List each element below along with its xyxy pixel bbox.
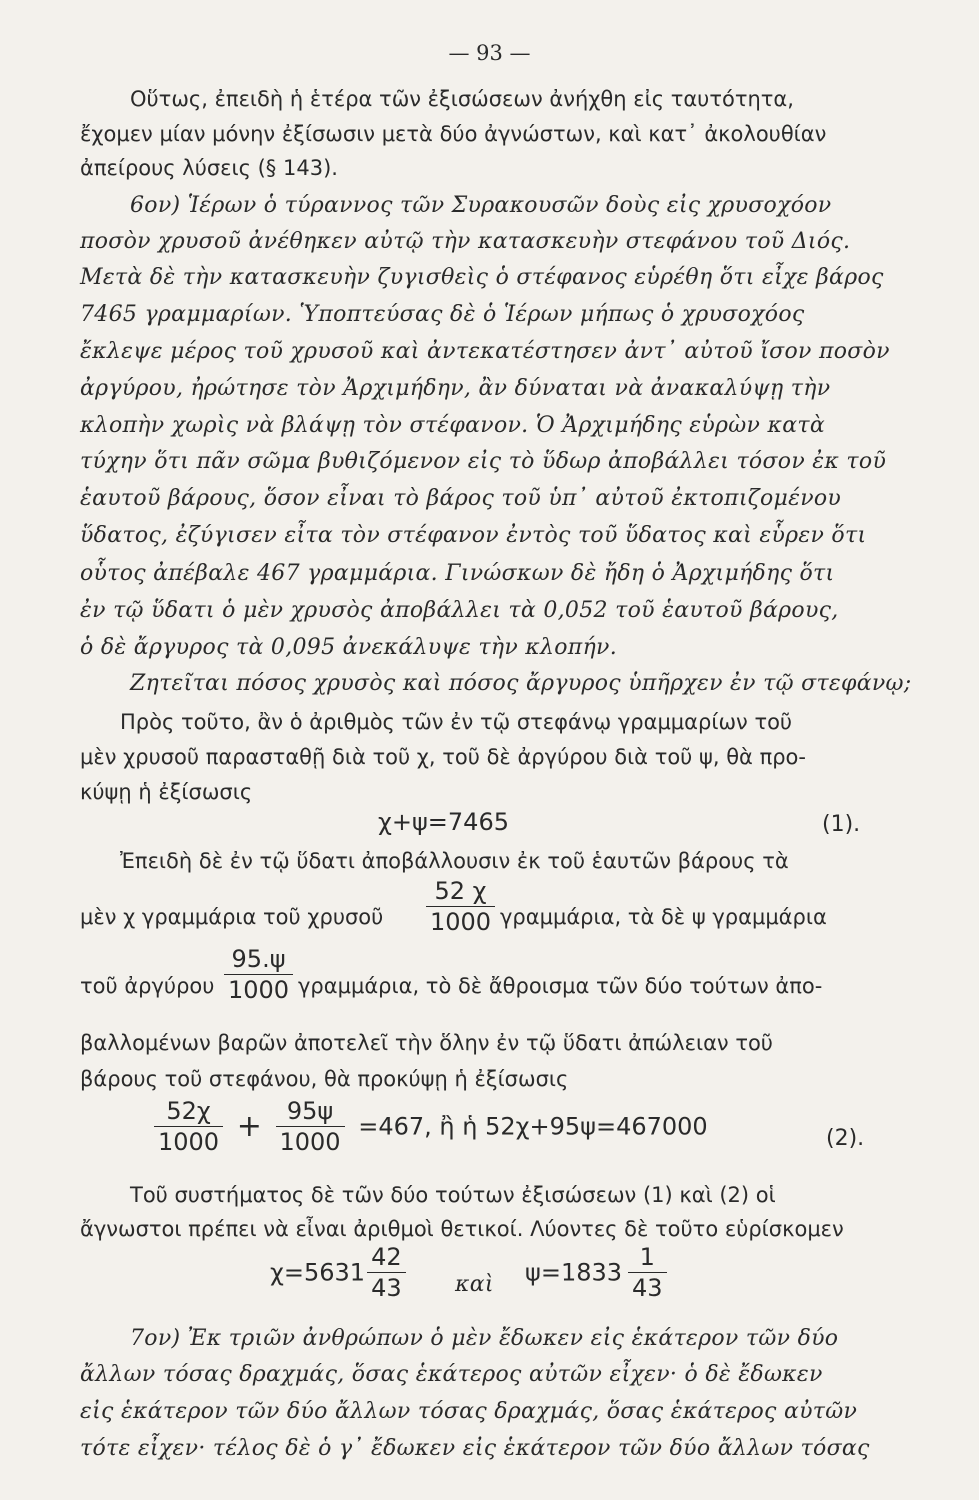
problem-6-line: ἑαυτοῦ βάρους, ὅσον εἶναι τὸ βάρος τοῦ ὑπ᾽ αὐτοῦ ἐκτοπιζομένου xyxy=(80,486,842,511)
problem-6-line: ὁ δὲ ἄργυρος τὰ 0,095 ἀνεκάλυψε τὴν κλοπήν. xyxy=(80,635,618,660)
problem-6-line: Μετὰ δὲ τὴν κατασκευὴν ζυγισθεὶς ὁ στέφανος εὑρέθη ὅτι εἶχε βάρος xyxy=(80,265,884,290)
problem-6-question: Ζητεῖται πόσος χρυσὸς καὶ πόσος ἄργυρος ὑπῆρχεν ἐν τῷ στεφάνῳ; xyxy=(130,671,912,696)
fraction-numerator: 1 xyxy=(628,1244,667,1273)
text-line: ἀπείρους λύσεις (§ 143). xyxy=(80,156,338,180)
problem-6-line: 7465 γραμμαρίων. Ὑποπτεύσας δὲ ὁ Ἱέρων μήπως ὁ χρυσοχόος xyxy=(80,302,805,327)
fraction-numerator: 95.ψ xyxy=(224,946,293,975)
fraction-numerator: 95ψ xyxy=(276,1098,345,1127)
equation-2 xyxy=(148,1098,708,1155)
problem-6-line: κλοπὴν χωρὶς νὰ βλάψῃ τὸν στέφανον. Ὁ Ἀρχιμήδης εὑρὼν κατὰ xyxy=(80,413,825,438)
problem-7-line: ἄλλων τόσας δραχμάς, ὅσας ἑκάτερος αὐτῶν εἶχεν· ὁ δὲ ἔδωκεν xyxy=(80,1362,823,1387)
text-line: ἔχομεν μίαν μόνην ἐξίσωσιν μετὰ δύο ἀγνώστων, καὶ κατ᾽ ἀκολουθίαν xyxy=(80,122,827,146)
fraction-numerator: 42 xyxy=(367,1244,406,1273)
text-line: Οὕτως, ἐπειδὴ ἡ ἑτέρα τῶν ἐξισώσεων ἀνήχθη εἰς ταυτότητα, xyxy=(130,87,794,111)
solution-line: βαλλομένων βαρῶν ἀποτελεῖ τὴν ὅλην ἐν τῷ ὕδατι ἀπώλειαν τοῦ xyxy=(80,1031,773,1055)
solution-line: μὲν χρυσοῦ παρασταθῇ διὰ τοῦ χ, τοῦ δὲ ἀργύρου διὰ τοῦ ψ, θὰ προ- xyxy=(80,745,806,769)
fraction-silver xyxy=(218,946,299,1003)
solution-line: γραμμάρια, τὸ δὲ ἄθροισμα τῶν δύο τούτων ἀπο- xyxy=(298,974,823,998)
solution-y xyxy=(525,1244,673,1301)
problem-6-line: ἀργύρου, ἠρώτησε τὸν Ἀρχιμήδην, ἂν δύναται νὰ ἀνακαλύψῃ τὴν xyxy=(80,376,831,401)
problem-7-line: τότε εἶχεν· τέλος δὲ ὁ γ᾽ ἔδωκεν εἰς ἑκάτερον τῶν δύο ἄλλων τόσας xyxy=(80,1436,870,1461)
solution-line: Τοῦ συστήματος δὲ τῶν δύο τούτων ἐξισώσεων (1) καὶ (2) οἱ xyxy=(130,1183,776,1207)
solution-y-value: ψ=1833 xyxy=(525,1258,623,1287)
solution-line: γραμμάρια, τὰ δὲ ψ γραμμάρια xyxy=(500,905,827,929)
problem-7-line: εἰς ἑκάτερον τῶν δύο ἄλλων τόσας δραχμάς, ὅσας ἑκάτερος αὐτῶν xyxy=(80,1399,858,1424)
plus-sign: + xyxy=(236,1109,262,1144)
problem-6-line: οὗτος ἀπέβαλε 467 γραμμάρια. Γινώσκων δὲ ἤδη ὁ Ἀρχιμήδης ὅτι xyxy=(80,561,835,586)
solution-line: ἄγνωστοι πρέπει νὰ εἶναι ἀριθμοὶ θετικοί. Λύοντες δὲ τοῦτο εὑρίσκομεν xyxy=(80,1217,844,1241)
fraction-denominator: 43 xyxy=(632,1274,663,1302)
solution-line: βάρους τοῦ στεφάνου, θὰ προκύψῃ ἡ ἐξίσωσις xyxy=(80,1067,569,1091)
solution-x xyxy=(270,1244,412,1301)
problem-6-line: ποσὸν χρυσοῦ ἀνέθηκεν αὐτῷ τὴν κατασκευὴν στεφάνου τοῦ Διός. xyxy=(80,229,851,254)
problem-6-line: ὕδατος, ἐζύγισεν εἶτα τὸν στέφανον ἐντὸς τοῦ ὕδατος καὶ εὗρεν ὅτι xyxy=(80,523,867,548)
equation-1-tag: (1). xyxy=(822,812,861,837)
fraction-denominator: 1000 xyxy=(158,1128,220,1156)
conjunction: καὶ xyxy=(455,1272,494,1297)
fraction-denominator: 1000 xyxy=(228,976,290,1004)
fraction-denominator: 1000 xyxy=(279,1128,341,1156)
page-number: — 93 — xyxy=(448,41,531,65)
problem-7-line: 7ον) Ἐκ τριῶν ἀνθρώπων ὁ μὲν ἔδωκεν εἰς ἑκάτερον τῶν δύο xyxy=(130,1326,839,1351)
fraction-denominator: 1000 xyxy=(430,908,492,936)
fraction-denominator: 43 xyxy=(371,1274,402,1302)
equation-2-tag: (2). xyxy=(826,1126,865,1151)
solution-line: Πρὸς τοῦτο, ἂν ὁ ἀριθμὸς τῶν ἐν τῷ στεφάνῳ γραμμαρίων τοῦ xyxy=(120,710,793,734)
solution-x-value: χ=5631 xyxy=(270,1258,366,1287)
solution-line: μὲν χ γραμμάρια τοῦ χρυσοῦ xyxy=(80,905,384,929)
problem-6-line: ἔκλεψε μέρος τοῦ χρυσοῦ καὶ ἀντεκατέστησεν ἀντ᾽ αὐτοῦ ἴσον ποσὸν xyxy=(80,339,890,364)
fraction-gold xyxy=(420,878,501,935)
fraction-numerator: 52 χ xyxy=(426,878,495,907)
solution-line: τοῦ ἀργύρου xyxy=(80,974,215,998)
equation-2-rest: =467, ἢ ἡ 52χ+95ψ=467000 xyxy=(358,1112,708,1141)
problem-6-line: ἐν τῷ ὕδατι ὁ μὲν χρυσὸς ἀποβάλλει τὰ 0,052 τοῦ ἑαυτοῦ βάρους, xyxy=(80,598,839,623)
solution-line: κύψῃ ἡ ἐξίσωσις xyxy=(80,780,253,804)
equation-1: χ+ψ=7465 xyxy=(378,808,509,836)
fraction-numerator: 52χ xyxy=(154,1098,223,1127)
problem-6-line: 6ον) Ἱέρων ὁ τύραννος τῶν Συρακουσῶν δοὺς εἰς χρυσοχόον xyxy=(130,193,832,218)
solution-line: Ἐπειδὴ δὲ ἐν τῷ ὕδατι ἀποβάλλουσιν ἐκ τοῦ ἑαυτῶν βάρους τὰ xyxy=(120,849,789,873)
problem-6-line: τύχην ὅτι πᾶν σῶμα βυθιζόμενον εἰς τὸ ὕδωρ ἀποβάλλει τόσον ἐκ τοῦ xyxy=(80,449,887,474)
